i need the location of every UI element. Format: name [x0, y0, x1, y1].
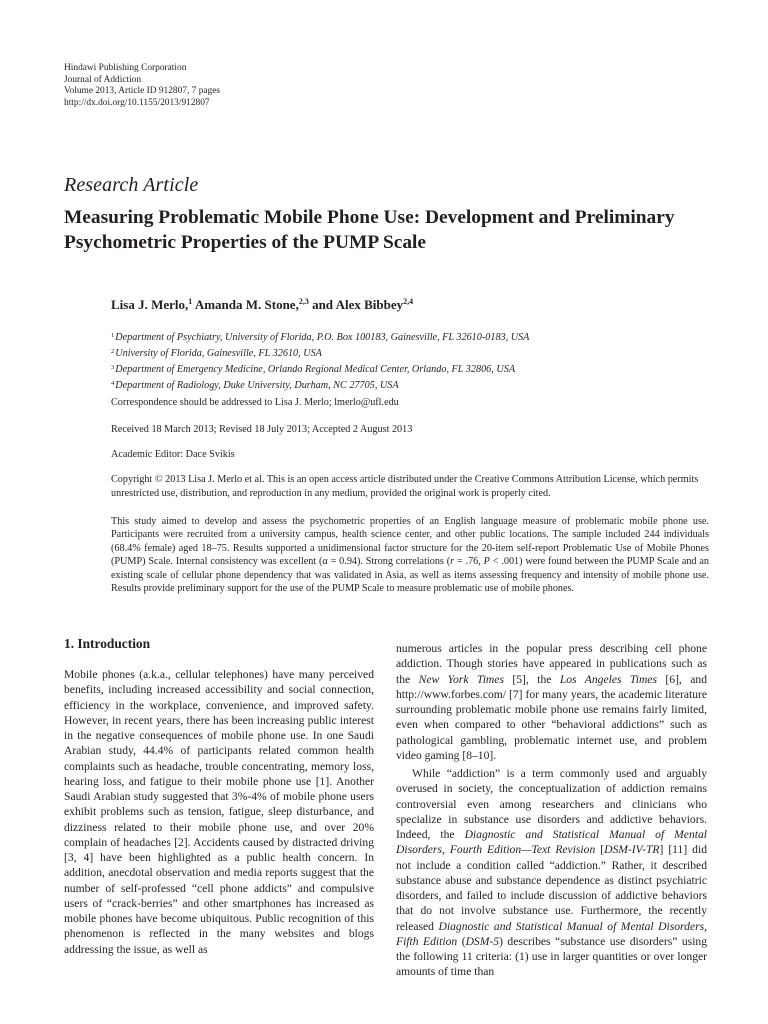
author-list: [111, 297, 413, 313]
body-column-right: [396, 641, 707, 980]
author-affiliation-marker: 2,3: [298, 297, 309, 306]
author-name: Lisa J. Merlo,: [111, 297, 189, 312]
doi-link[interactable]: http://dx.doi.org/10.1155/2013/912807: [64, 97, 210, 108]
abstract: This study aimed to develop and assess the psychometric properties of an English language measure of problematic mobile phone use. Participants were recruited from a university campus, health science center, and other public locations. The sample included 244 individuals (68.4% female) aged 18–75. Results supported a unidimensional factor structure for the 20-item self-report Problematic Use of Mobile Phones (PUMP) Scale. Internal consistency was excellent (α = 0.94). Strong correlations (r = .76, P < .001) were found between the PUMP Scale and an existing scale of cellular phone dependency that was validated in Asia, as well as items assessing frequency and intensity of mobile phone use. Results provide preliminary support for the use of the PUMP Scale to measure problematic use of mobile phones.: [111, 516, 709, 595]
affiliation-item: $^2$University of Florida, Gainesville, FL 32610, USA: [111, 348, 322, 359]
section-heading: 1. Introduction: [64, 636, 151, 651]
volume-info: Volume 2013, Article ID 912807, 7 pages: [64, 86, 221, 97]
author-name: and Alex Bibbey: [312, 297, 404, 312]
body-paragraph: Mobile phones (a.k.a., cellular telephones) have many perceived benefits, including increased accessibility and social connection, efficiency in the workplace, convenience, and improved safety. However, in recent years, there has been increasing public interest in the negative consequences of mobile phone use. In one Saudi Arabian study, 44.4% of participants related common health complaints such as headache, trouble concentrating, memory loss, hearing loss, and fatigue to their mobile phone use [1]. Another Saudi Arabian study suggested that 3%-4% of mobile phone users exhibit problems such as tension, fatigue, sleep disturbance, and dizziness related to their mobile phone use, and over 20% complain of headaches [2]. Accidents caused by distracted driving [3, 4] have been highlighted as a public health concern. In addition, anecdotal observation and media reports suggest that the number of self-professed “cell phone addicts” and compulsive users of “crack-berries” and other smartphones has increased as mobile phones have become ubiquitous. Public recognition of this phenomenon is reflected in the many websites and blogs addressing the issue, as well as: [64, 668, 374, 956]
affiliation-item: $^3$Department of Emergency Medicine, Orlando Regional Medical Center, Orlando, FL 32806, USA: [111, 364, 516, 375]
academic-editor: Academic Editor: Dace Svikis: [111, 449, 235, 460]
publisher-name: Hindawi Publishing Corporation: [64, 63, 187, 73]
affiliation-list: [111, 329, 529, 393]
author-name: Amanda M. Stone,: [194, 297, 299, 312]
correspondence-line: Correspondence should be addressed to Lisa J. Merlo; lmerlo@ufl.edu: [111, 397, 399, 408]
article-dates: Received 18 March 2013; Revised 18 July 2013; Accepted 2 August 2013: [111, 424, 413, 435]
body-paragraph: numerous articles in the popular press describing cell phone addiction. Though stories have appeared in publications such as the New York Times [5], the Los Angeles Times [6], and http://www.forbes.com/ [7] for many years, the academic literature surrounding problematic mobile phone use remains fairly limited, even when compared to other “behavioral addictions” such as pathological gambling, problematic internet use, and problem video gaming [8–10].: [396, 642, 707, 762]
body-paragraph: While “addiction” is a term commonly used and arguably overused in society, the conceptualization of addiction remains controversial even among researchers and clinicians who specialize in substance use disorders and addictive behaviors. Indeed, the Diagnostic and Statistical Manual of Mental Disorders, Fourth Edition—Text Revision [DSM-IV-TR] [11] did not include a condition called “addiction.” Rather, it described substance abuse and substance dependence as distinct psychiatric disorders, and failed to include discussion of addictive behaviors that do not involve substance use. Furthermore, the recently released Diagnostic and Statistical Manual of Mental Disorders, Fifth Edition (DSM-5) describes “substance use disorders” using the following 11 criteria: (1) use in larger quantities or over longer amounts of time than: [396, 767, 708, 979]
body-column-left: [64, 667, 374, 957]
article-title: Measuring Problematic Mobile Phone Use: Development and Preliminary Psychometric Properties of the PUMP Scale: [64, 207, 675, 253]
affiliation-item: $^1$Department of Psychiatry, University of Florida, P.O. Box 100183, Gainesville, FL 32610-0183, USA: [111, 332, 530, 343]
journal-header: [64, 63, 220, 109]
author-affiliation-marker: 1: [188, 297, 193, 306]
copyright-notice: Copyright © 2013 Lisa J. Merlo et al. This is an open access article distributed under the Creative Commons Attribution License, which permits unrestricted use, distribution, and reproduction in any medium, provided the original work is properly cited.: [111, 474, 699, 499]
author-affiliation-marker: 2,4: [403, 297, 414, 306]
journal-name: Journal of Addiction: [64, 74, 142, 85]
affiliation-item: $^4$Department of Radiology, Duke University, Durham, NC 27705, USA: [111, 380, 399, 391]
article-type: Research Article: [64, 174, 199, 196]
